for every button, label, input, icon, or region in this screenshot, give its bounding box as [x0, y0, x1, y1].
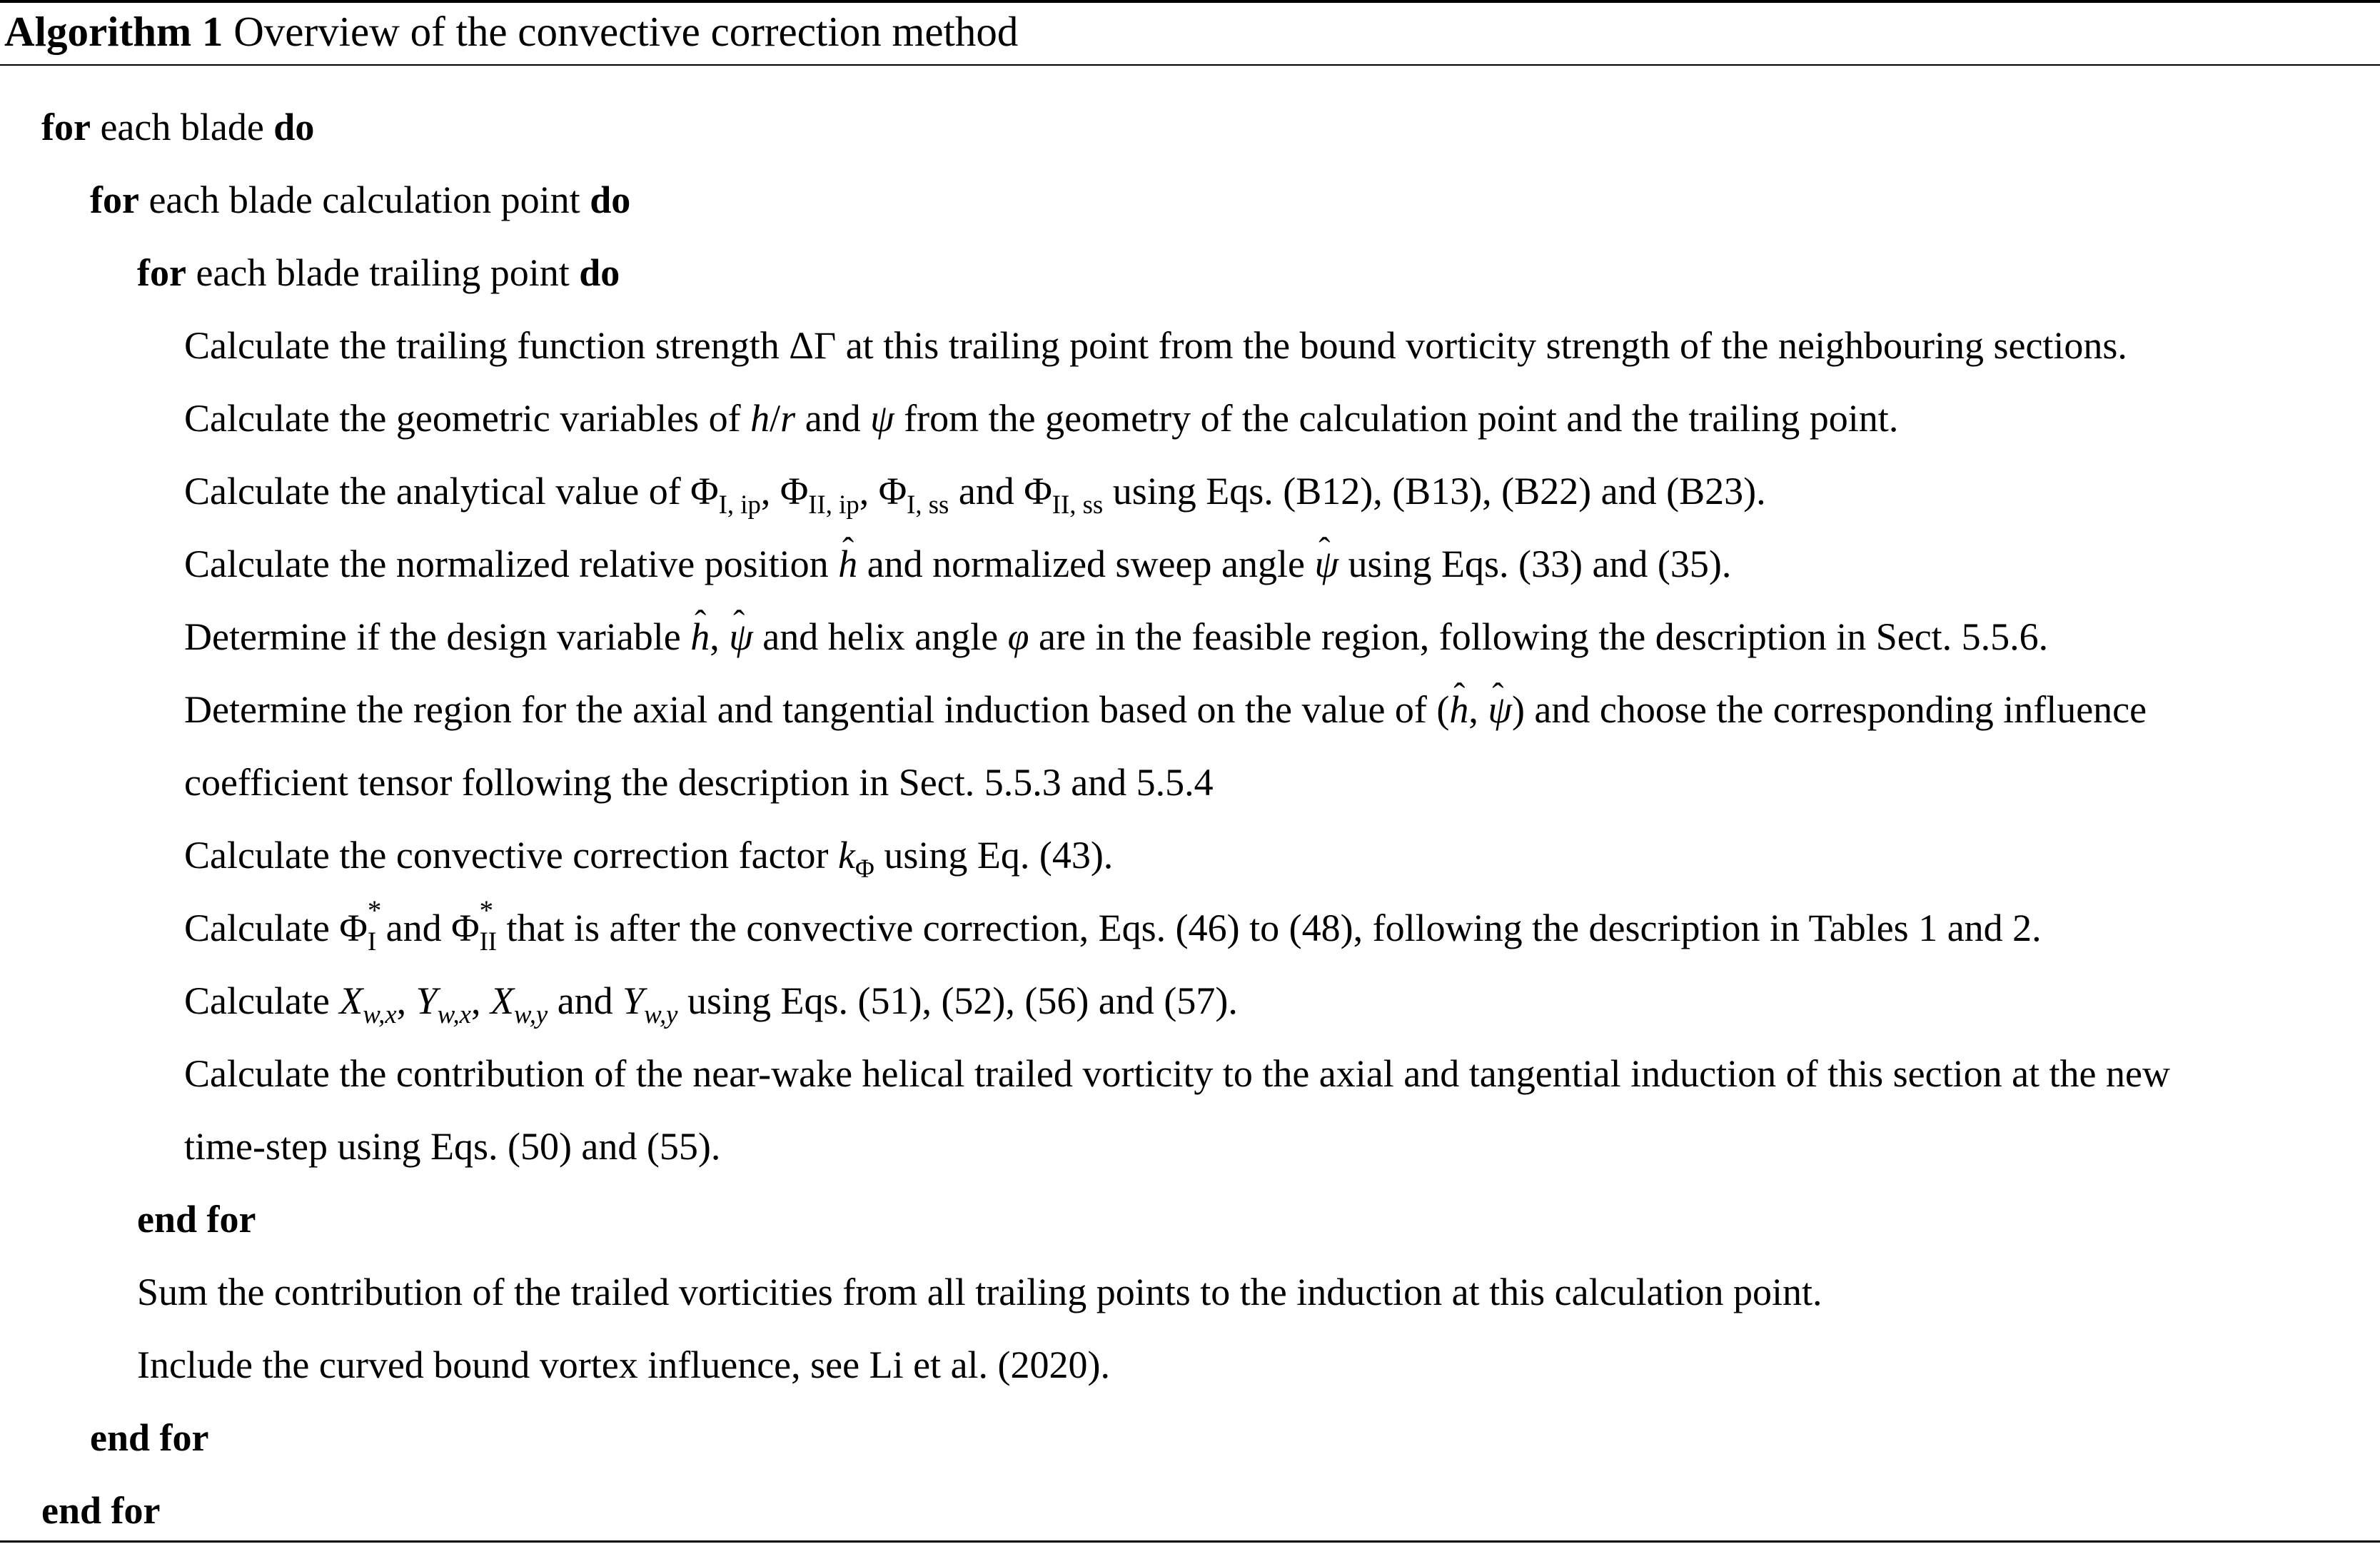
math-delta-gamma: ΔΓ	[789, 324, 837, 367]
math-phi-list: $\Phi_{I, ip}$, $\Phi_{II, ip}$, $\Phi_{I, ss}$	[690, 470, 949, 519]
keyword-for: for	[90, 178, 139, 221]
end-for-calc-point: end for	[90, 1416, 209, 1459]
top-rule	[0, 0, 2380, 3]
algorithm-caption	[4, 6, 1018, 57]
step-induction-region-cont: coefficient tensor following the description in Sect. 5.5.3 and 5.5.4	[184, 761, 1214, 804]
algorithm-label: Algorithm 1	[4, 8, 223, 55]
step-normalized-position: Calculate the normalized relative position ˆ h and normalized sweep angle ˆ ψ using Eqs. (33) and (35).	[184, 541, 1731, 587]
end-for-blade: end for	[41, 1489, 161, 1532]
math-h-psi-pair: (ˆ h, ˆ ψ)	[1436, 688, 1525, 731]
step-induction-region: Determine the region for the axial and tangential induction based on the value of (ˆ h, ˆ ψ) and choose the corresponding influence	[184, 687, 2147, 732]
step-sum-contribution: Sum the contribution of the trailed vorticities from all trailing points to the induction at this calculation point.	[137, 1271, 1822, 1313]
keyword-do: do	[273, 106, 315, 148]
math-phi-i-star: Φ * $_I$	[339, 894, 382, 956]
step-analytical-value: Calculate the analytical value of $\Phi_{I, ip}$, $\Phi_{II, ip}$, $\Phi_{I, ss}$ and $\Phi_{II, ss}$ using Eqs. (B12), (B13), (B22) and (B23).	[184, 470, 1766, 519]
step-phi-star: Calculate Φ * $_I$ and Φ * $_{II}$ that is after the convective correction, Eqs. (46) to (48), following the description in Tables 1 and 2.	[184, 894, 2042, 956]
loop-blade-text: each blade	[100, 106, 264, 148]
end-for-trailing-point: end for	[137, 1198, 256, 1241]
step-near-wake-contribution-cont: time-step using Eqs. (50) and (55).	[184, 1125, 721, 1168]
loop-calc-point	[90, 177, 630, 223]
step-xw-yw: Calculate $X_{w,x}$, $Y_{w,x}$, $X_{w,y}$ and $Y_{w,y}$ using Eqs. (51), (52), (56) and (57).	[184, 979, 1238, 1029]
keyword-do: do	[579, 251, 620, 294]
loop-blade	[41, 104, 314, 150]
step-feasible-region: Determine if the design variable ˆ h, ˆ ψ and helix angle φ are in the feasible region, following the description in Sect. 5.5.6.	[184, 614, 2048, 660]
keyword-for: for	[137, 251, 186, 294]
math-phi-ii-star: Φ * $_{II}$	[451, 894, 498, 956]
math-h-hat: ˆ h	[690, 614, 710, 660]
step-correction-factor: Calculate the convective correction factor $k_\Phi$ using Eq. (43).	[184, 834, 1114, 883]
step-geometric-variables: Calculate the geometric variables of h/r and ψ from the geometry of the calculation point and the trailing point.	[184, 397, 1899, 440]
math-h-over-r: h	[750, 397, 770, 440]
step-near-wake-contribution: Calculate the contribution of the near-wake helical trailed vorticity to the axial and tangential induction of this section at the new	[184, 1052, 2170, 1095]
math-h-hat: ˆ h	[838, 541, 857, 587]
loop-trailing-point	[137, 250, 620, 296]
math-xw-yw-list: $X_{w,x}$, $Y_{w,x}$, $X_{w,y}$	[339, 979, 548, 1029]
algorithm-title: Overview of the convective correction method	[233, 8, 1019, 55]
math-yw-y: $Y_{w,y}$	[622, 979, 678, 1029]
math-psi-hat: ˆ ψ	[1314, 541, 1338, 587]
math-psi: ψ	[870, 397, 894, 440]
math-phi-ii-ss: $\Phi_{II, ss}$	[1024, 470, 1104, 519]
math-varphi: φ	[1007, 615, 1029, 658]
math-k-phi: $k_\Phi$	[838, 834, 874, 883]
loop-trailing-point-text: each blade trailing point	[196, 251, 570, 294]
caption-rule	[0, 64, 2380, 66]
math-psi-hat: ˆ ψ	[729, 614, 753, 660]
step-trailing-strength: Calculate the trailing function strength ΔΓ at this trailing point from the bound vorticity strength of the neighbouring sections.	[184, 324, 2127, 367]
loop-calc-point-text: each blade calculation point	[148, 178, 580, 221]
keyword-for: for	[41, 106, 91, 148]
bottom-rule	[0, 1540, 2380, 1543]
keyword-do: do	[590, 178, 631, 221]
step-bound-vortex: Include the curved bound vortex influence, see Li et al. (2020).	[137, 1343, 1110, 1386]
